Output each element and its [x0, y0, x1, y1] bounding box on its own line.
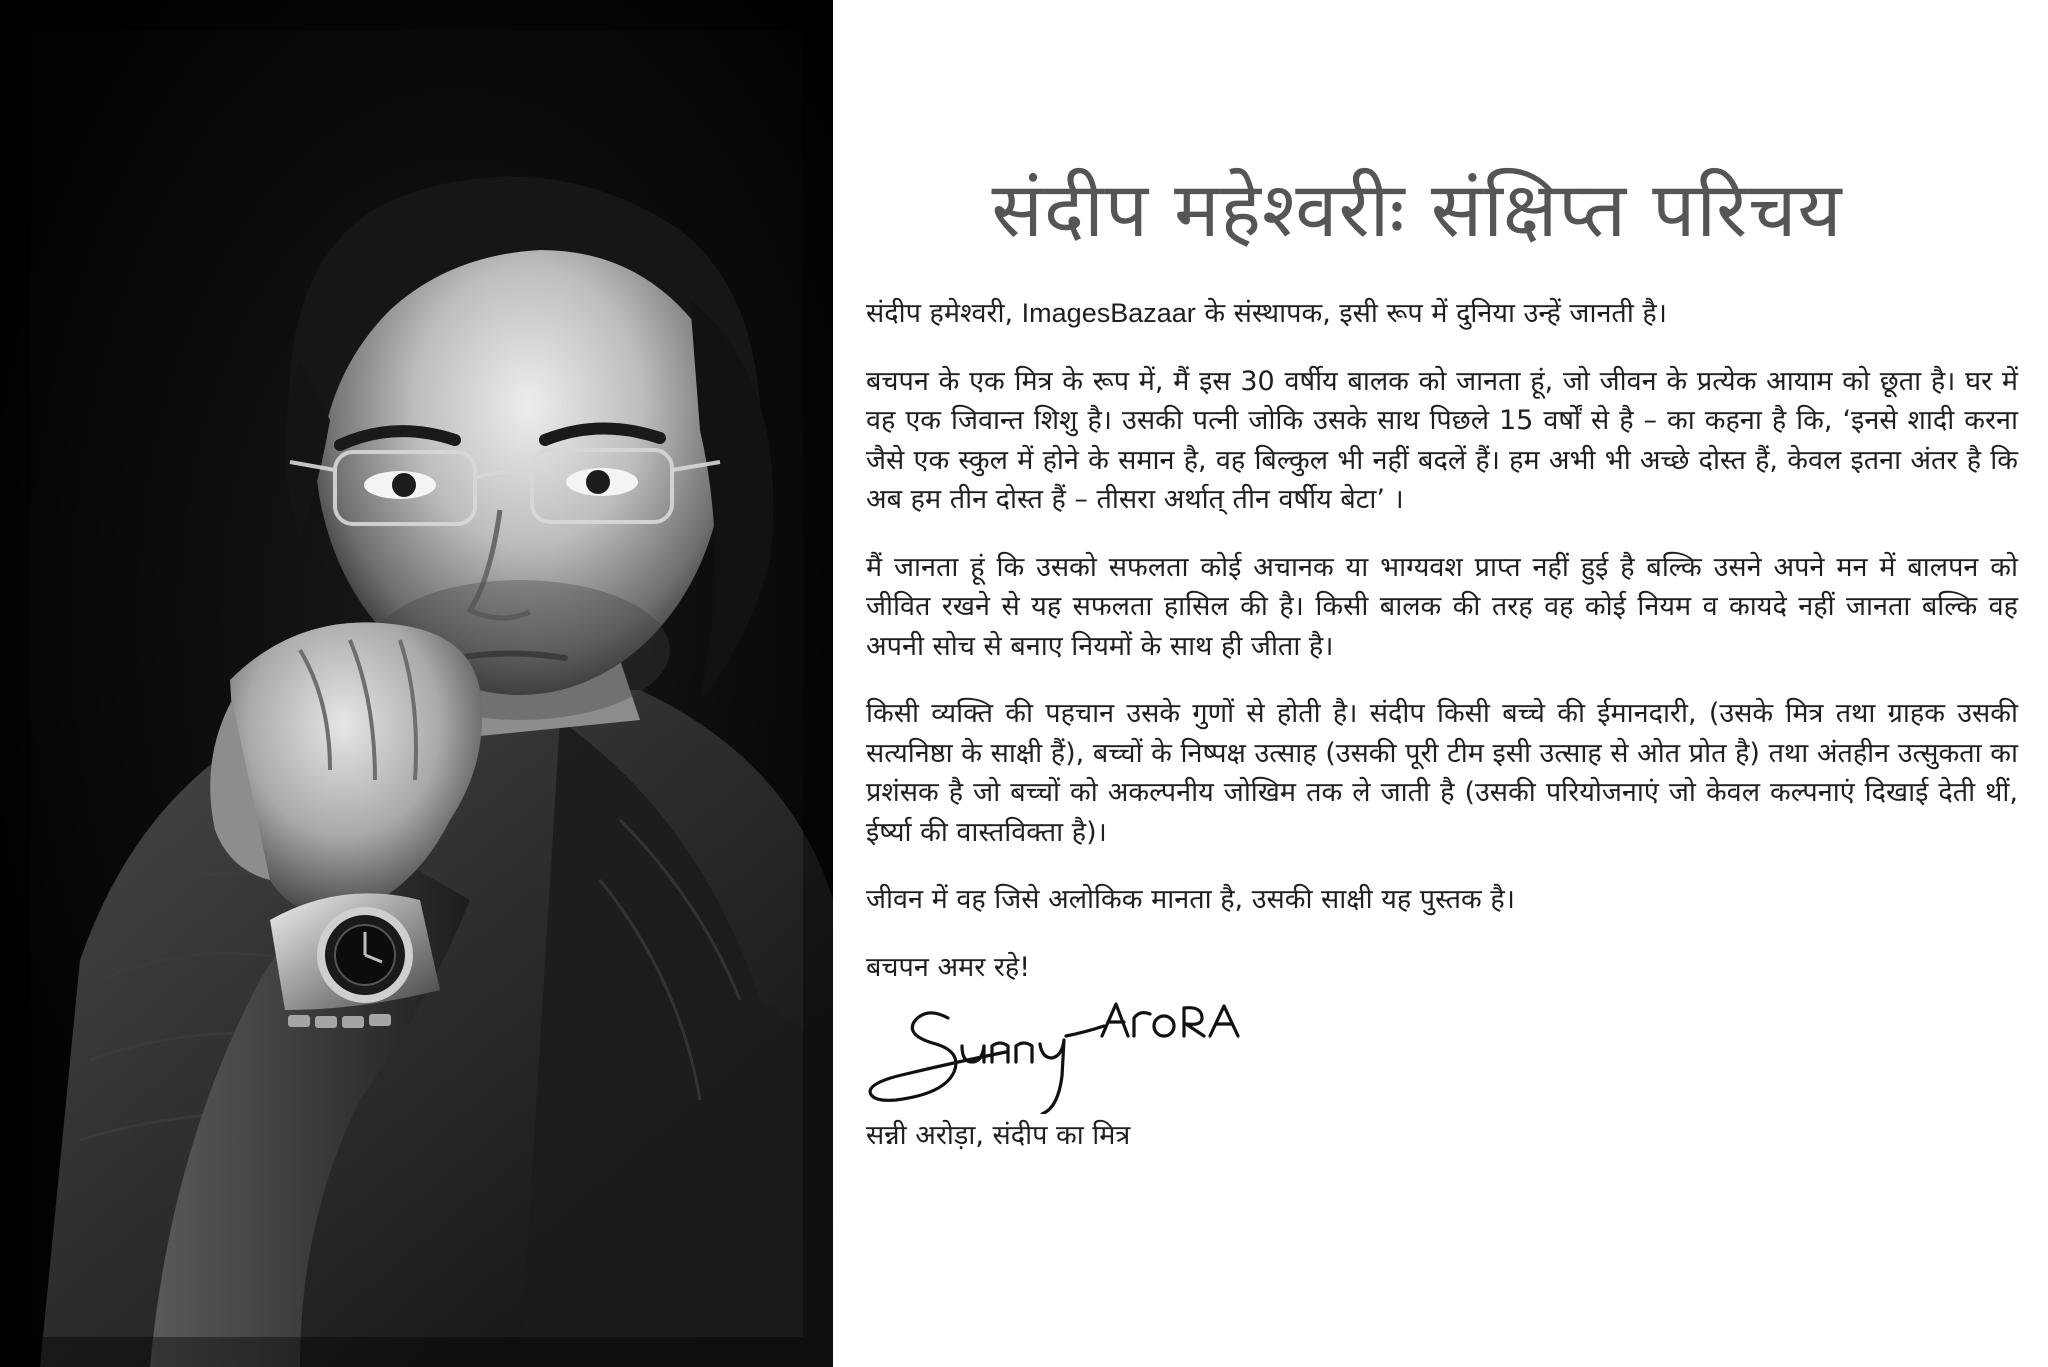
body-paragraph-childhood-friend: बचपन के एक मित्र के रूप में, मैं इस 30 वर्षीय बालक को जानता हूं, जो जीवन के प्रत्येक आयाम को छूता है। घर में वह एक जिवान्त शिशु है। उसकी पत्नी जोकि उसके साथ पिछले 15 वर्षों से है – का कहना है कि, ‘इनसे शादी करना जैसे एक स्कुल में होने के समान है, वह बिल्कुल भी नहीं बदलें हैं। हम अभी भी अच्छे दोस्त हैं, केवल इतना अंतर है कि अब हम तीन दोस्त हैं – तीसरा अर्थात् तीन वर्षीय बेटा’ । — [866, 365, 2018, 515]
handwritten-signature — [866, 996, 1306, 1114]
portrait-illustration — [0, 0, 833, 1367]
body-paragraph-qualities: किसी व्यक्ति की पहचान उसके गुणों से होती है। संदीप किसी बच्चे की ईमानदारी, (उसके मित्र तथा ग्राहक उसकी सत्यनिष्ठा के साक्षी हैं), बच्चों के निष्पक्ष उत्साह (उसकी पूरी टीम इसी उत्साह से ओत प्रोत है) तथा अंतहीन उत्सुकता का प्रशंसक है जो बच्चों को अकल्पनीय जोखिम तक ले जाती है (उसकी परियोजनाएं जो केवल कल्पनाएं दिखाई देती थीं, ईर्ष्या की वास्तविक्ता है)। — [866, 698, 2018, 848]
sign-off-name: सन्नी अरोड़ा, संदीप का मित्र — [866, 1119, 1131, 1151]
closing-line: बचपन अमर रहे! — [866, 951, 1031, 983]
body-paragraph-book: जीवन में वह जिसे अलोकिक मानता है, उसकी साक्षी यह पुस्तक है। — [866, 884, 1515, 915]
intro-text-end: के संस्थापक, इसी रूप में दुनिया उन्हें जानती है। — [1195, 298, 1667, 329]
intro-paragraph — [866, 294, 2018, 334]
brand-name: ImagesBazaar — [1021, 298, 1196, 328]
body-paragraph-success: मैं जानता हूं कि उसको सफलता कोई अचानक या भाग्यवश प्राप्त नहीं हुई है बल्कि उसने अपने मन में बालपन को जीवित रखने से यह सफलता हासिल की है। किसी बालक की तरह वह कोई नियम व कायदे नहीं जानता बल्कि वह अपनी सोच से बनाए नियमों के साथ ही जीता है। — [866, 551, 2018, 662]
page-title: संदीप महेश्वरीः संक्षिप्त परिचय — [991, 165, 1843, 254]
intro-text-start: संदीप हमेश्वरी, — [866, 298, 1022, 329]
portrait-photo — [0, 0, 833, 1367]
introduction-text-panel — [866, 160, 2018, 1156]
